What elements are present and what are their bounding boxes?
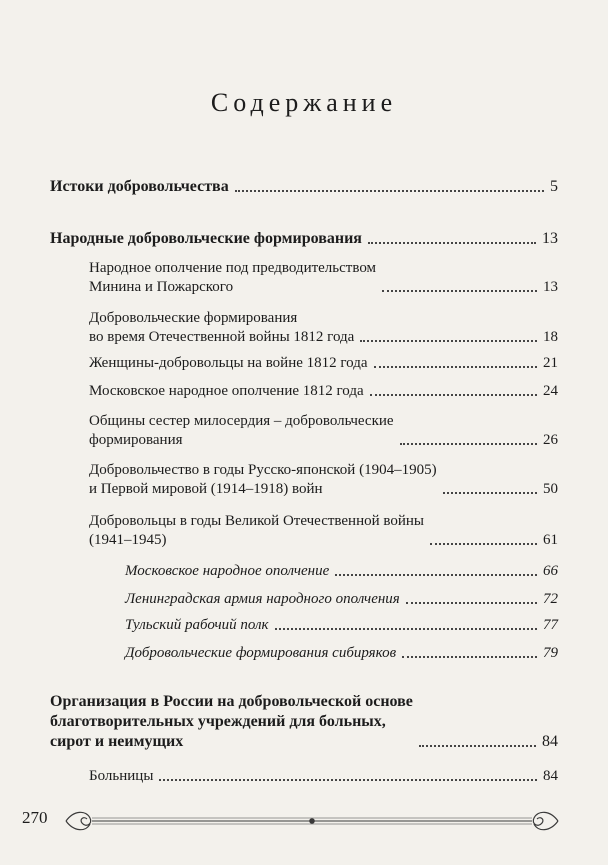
toc-entry-page: 84 — [542, 733, 558, 750]
dot-leader — [159, 779, 537, 781]
toc-entry-title: Добровольцы в годы Великой Отечественной войны (1941–1945) — [89, 513, 425, 548]
dot-leader — [235, 190, 544, 192]
toc-entry-page: 24 — [543, 383, 558, 399]
toc-entry[interactable] — [125, 616, 558, 635]
toc-entry-title: Тульский рабочий полк — [125, 617, 269, 633]
toc-entry-page: 79 — [543, 645, 558, 661]
dot-leader — [368, 242, 536, 244]
dot-leader — [400, 443, 537, 445]
toc-entry-page: 66 — [543, 563, 558, 579]
toc-entry-page: 77 — [543, 617, 558, 633]
toc-entry-title: Московское народное ополчение 1812 года — [89, 383, 364, 399]
toc-entry[interactable] — [89, 309, 558, 347]
toc-entry-title: Московское народное ополчение — [125, 563, 330, 579]
toc-entry-title: Общины сестер милосердия – добровольческие формирования — [89, 413, 394, 448]
toc-entry[interactable] — [89, 767, 558, 786]
toc-entry-title: Добровольческие формирования сибиряков — [125, 645, 397, 661]
decorative-flourish-icon — [62, 806, 562, 836]
dot-leader — [430, 543, 537, 545]
dot-leader — [374, 366, 537, 368]
toc-entry-page: 13 — [543, 278, 558, 295]
toc-entry-page: 61 — [543, 531, 558, 548]
toc-entry-title: Истоки добровольчества — [50, 178, 229, 195]
toc-entry-page: 5 — [550, 178, 558, 195]
toc-entry-page: 18 — [543, 328, 558, 345]
toc-entry-title: Больницы — [89, 768, 154, 784]
toc-entry[interactable] — [89, 354, 558, 373]
dot-leader — [406, 602, 537, 604]
page-number: 270 — [22, 808, 48, 827]
toc-entry[interactable] — [125, 644, 558, 663]
toc-entry-page: 84 — [543, 768, 558, 784]
toc-entry[interactable] — [89, 259, 558, 297]
page-footer — [0, 800, 608, 840]
toc-entry[interactable] — [125, 590, 558, 609]
page-title: Содержание — [210, 88, 398, 117]
dot-leader — [370, 394, 537, 396]
dot-leader — [335, 574, 537, 576]
toc-entry[interactable] — [50, 692, 558, 752]
toc-entry-title: Организация в России на добровольческой основе благотворительных учреждений для больных, сирот и неимущих — [50, 693, 413, 750]
toc-entry[interactable] — [50, 229, 558, 249]
toc-entry-title: Народные добровольческие формирования — [50, 230, 362, 247]
toc-entry-page: 50 — [543, 480, 558, 497]
toc-entry-page: 72 — [543, 591, 558, 607]
dot-leader — [402, 656, 537, 658]
toc-entry-title: Женщины-добровольцы на войне 1812 года — [89, 355, 368, 371]
dot-leader — [360, 340, 537, 342]
toc-entry-title: Ленинградская армия народного ополчения — [125, 591, 400, 607]
toc-entry[interactable] — [89, 512, 558, 550]
toc-entry-page: 26 — [543, 431, 558, 448]
toc-entry[interactable] — [89, 382, 558, 401]
toc-entry[interactable] — [89, 412, 558, 450]
toc-entry[interactable] — [125, 562, 558, 581]
toc-entry-title: Добровольчество в годы Русско-японской (1904–1905) и Первой мировой (1914–1918) войн — [89, 462, 437, 497]
dot-leader — [275, 628, 537, 630]
dot-leader — [419, 745, 536, 747]
toc-entry-title: Добровольческие формирования во время Отечественной войны 1812 года — [89, 310, 355, 345]
toc-entry-page: 21 — [543, 355, 558, 371]
toc-entry-title: Народное ополчение под предводительством Минина и Пожарского — [89, 260, 377, 295]
toc-entry-page: 13 — [542, 230, 558, 247]
dot-leader — [443, 492, 537, 494]
dot-leader — [382, 290, 537, 292]
toc-entry[interactable] — [50, 177, 558, 197]
toc-entry[interactable] — [89, 461, 558, 499]
